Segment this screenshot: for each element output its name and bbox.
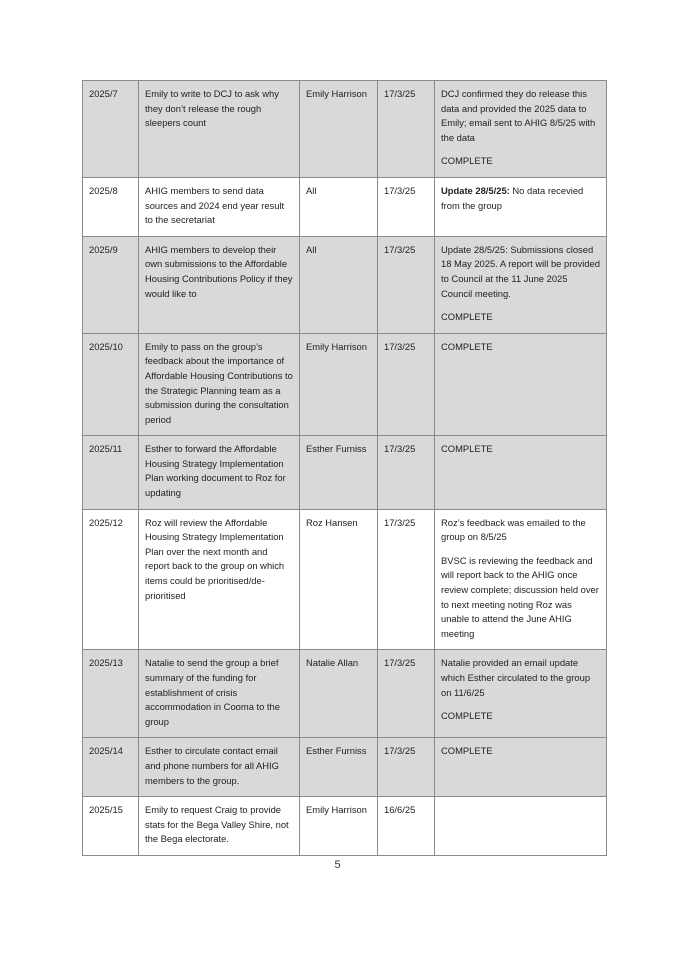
status-cell <box>435 797 607 856</box>
table-row <box>83 509 607 650</box>
status-paragraph <box>441 310 600 325</box>
status-paragraph <box>441 154 600 169</box>
responsible-cell: Esther Furniss <box>300 436 378 509</box>
status-text: COMPLETE <box>441 155 493 167</box>
action-id-cell: 2025/8 <box>83 177 139 236</box>
status-text: Natalie provided an email update which Esther circulated to the group on 11/6/25 <box>441 657 591 698</box>
table-row <box>83 333 607 436</box>
date-cell: 17/3/25 <box>378 436 435 509</box>
table-row <box>83 650 607 738</box>
action-description-cell: Esther to circulate contact email and phone numbers for all AHIG members to the group. <box>139 738 300 797</box>
table-row <box>83 436 607 509</box>
action-id-cell: 2025/9 <box>83 236 139 333</box>
status-cell <box>435 738 607 797</box>
action-description-cell: AHIG members to send data sources and 2024 end year result to the secretariat <box>139 177 300 236</box>
responsible-cell: All <box>300 236 378 333</box>
table-row <box>83 738 607 797</box>
status-paragraph <box>441 516 600 545</box>
responsible-cell: Natalie Allan <box>300 650 378 738</box>
date-cell: 17/3/25 <box>378 236 435 333</box>
status-text: COMPLETE <box>441 340 493 352</box>
status-text: COMPLETE <box>441 710 493 722</box>
action-description-cell: Emily to pass on the group’s feedback about the importance of Affordable Housing Contributions to the Strategic Planning team as a submission during the consultation period <box>139 333 300 436</box>
status-paragraph <box>441 709 600 724</box>
status-paragraph <box>441 87 600 145</box>
status-text: COMPLETE <box>441 745 493 757</box>
action-id-cell: 2025/12 <box>83 509 139 650</box>
status-cell <box>435 436 607 509</box>
page-number: 5 <box>334 859 341 871</box>
action-description-cell: Emily to request Craig to provide stats for the Bega Valley Shire, not the Bega electorate. <box>139 797 300 856</box>
status-paragraph <box>441 656 600 700</box>
date-cell: 17/3/25 <box>378 738 435 797</box>
action-id-cell: 2025/14 <box>83 738 139 797</box>
status-paragraph <box>441 554 600 642</box>
date-cell: 17/3/25 <box>378 81 435 178</box>
table-row <box>83 797 607 856</box>
action-description-cell: Natalie to send the group a brief summary of the funding for establishment of crisis accommodation in Cooma to the group <box>139 650 300 738</box>
status-text: COMPLETE <box>441 443 493 455</box>
date-cell: 17/3/25 <box>378 333 435 436</box>
action-items-table <box>82 80 607 856</box>
responsible-cell: Emily Harrison <box>300 81 378 178</box>
status-paragraph <box>441 243 600 301</box>
status-paragraph <box>441 442 600 457</box>
status-text: No data recevied from the group <box>441 184 584 211</box>
table-row <box>83 81 607 178</box>
responsible-cell: Roz Hansen <box>300 509 378 650</box>
status-cell <box>435 177 607 236</box>
action-id-cell: 2025/10 <box>83 333 139 436</box>
table-row <box>83 177 607 236</box>
status-text: BVSC is reviewing the feedback and will report back to the AHIG once review complete; discussion held over to next meeting noting Roz was unable to attend the June AHIG meeting <box>441 554 599 639</box>
table-row <box>83 236 607 333</box>
responsible-cell: Esther Furniss <box>300 738 378 797</box>
action-description-cell: Esther to forward the Affordable Housing Strategy Implementation Plan working document to Roz for updating <box>139 436 300 509</box>
status-update-label: Update 28/5/25: <box>441 184 510 196</box>
date-cell: 17/3/25 <box>378 509 435 650</box>
status-paragraph <box>441 184 600 213</box>
status-text: Update 28/5/25: Submissions closed 18 May 2025. A report will be provided to Council at the 11 June 2025 Council meeting. <box>441 243 600 299</box>
status-paragraph <box>441 340 600 355</box>
date-cell: 17/3/25 <box>378 650 435 738</box>
status-cell <box>435 236 607 333</box>
responsible-cell: Emily Harrison <box>300 797 378 856</box>
action-description-cell: AHIG members to develop their own submissions to the Affordable Housing Contributions Policy if they would like to <box>139 236 300 333</box>
status-cell <box>435 650 607 738</box>
date-cell: 16/6/25 <box>378 797 435 856</box>
status-paragraph <box>441 744 600 759</box>
responsible-cell: All <box>300 177 378 236</box>
action-description-cell: Roz will review the Affordable Housing Strategy Implementation Plan over the next month and report back to the group on which items could be prioritised/de-prioritised <box>139 509 300 650</box>
action-id-cell: 2025/11 <box>83 436 139 509</box>
date-cell: 17/3/25 <box>378 177 435 236</box>
action-id-cell: 2025/7 <box>83 81 139 178</box>
status-cell <box>435 333 607 436</box>
status-cell <box>435 509 607 650</box>
responsible-cell: Emily Harrison <box>300 333 378 436</box>
action-id-cell: 2025/15 <box>83 797 139 856</box>
action-id-cell: 2025/13 <box>83 650 139 738</box>
status-cell <box>435 81 607 178</box>
status-text: DCJ confirmed they do release this data and provided the 2025 data to Emily; email sent to AHIG 8/5/25 with the data <box>441 88 596 143</box>
action-description-cell: Emily to write to DCJ to ask why they don’t release the rough sleepers count <box>139 81 300 178</box>
status-text: Roz’s feedback was emailed to the group on 8/5/25 <box>441 516 586 543</box>
status-text: COMPLETE <box>441 311 493 323</box>
